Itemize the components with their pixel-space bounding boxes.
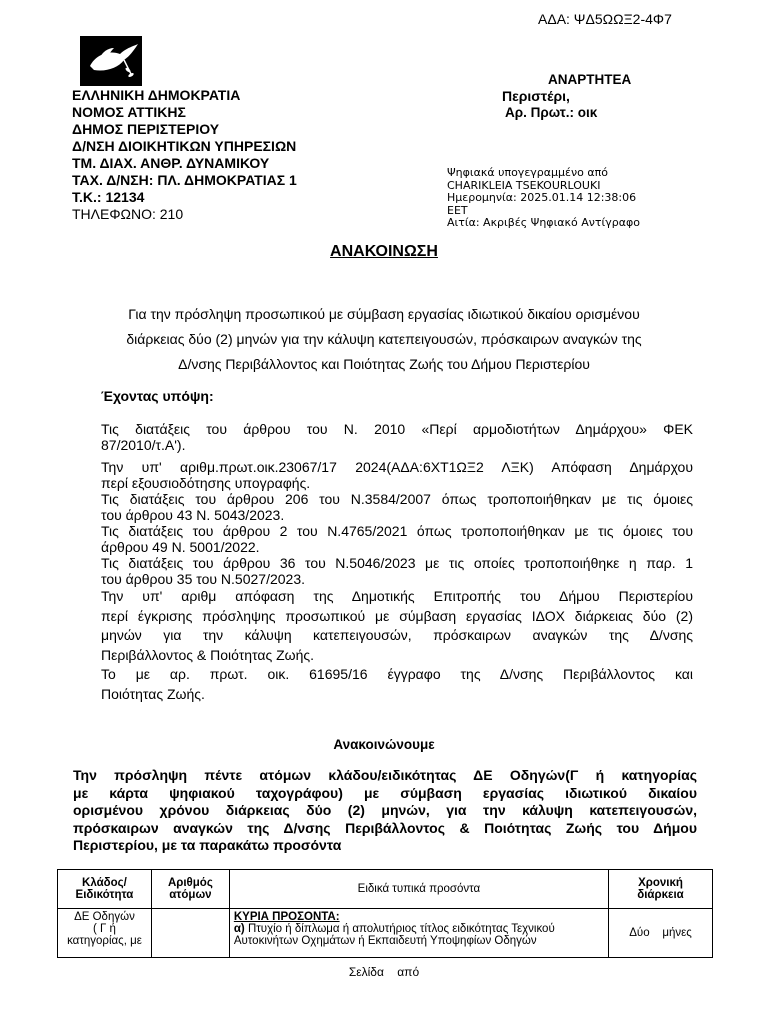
issuer-line: ΤΑΧ. Δ/ΝΣΗ: ΠΛ. ΔΗΜΟΚΡΑΤΙΑΣ 1 (72, 172, 297, 188)
consideration-item (101, 555, 693, 587)
consideration-line: Τις διατάξεις του άρθρου 2 του Ν.4765/2021 όπως τροποποιήθηκαν με τις όμοιες του (101, 523, 693, 539)
main-qualifications-heading: ΚΥΡΙΑ ΠΡΟΣΟΝΤΑ: (233, 911, 340, 923)
issuer-line: ΔΗΜΟΣ ΠΕΡΙΣΤΕΡΙΟΥ (72, 121, 220, 137)
announce-paragraph (73, 767, 697, 855)
ada-code: ΑΔΑ: ΨΔ5ΩΩΞ2-4Φ7 (538, 11, 672, 27)
dove-olive-branch-emblem-icon (80, 36, 142, 86)
document-title: ΑΝΑΚΟΙΝΩΣΗ (330, 243, 438, 260)
consideration-line: άρθρου 49 Ν. 5001/2022. (101, 539, 260, 555)
signature-line: Αιτία: Ακριβές Ψηφιακό Αντίγραφο (447, 216, 640, 229)
intro-paragraph (0, 302, 768, 377)
item-label: α) (233, 923, 245, 935)
consideration-item (101, 587, 693, 665)
announce-line: με κάρτα ψηφιακού ταχογράφου) με σύμβαση εργασίας ιδιωτικού δικαίου (73, 784, 697, 801)
page-footer: Σελίδα από (348, 965, 420, 979)
consideration-line: του άρθρου 35 του Ν.5027/2023. (101, 571, 305, 587)
consideration-line: Τις διατάξεις του άρθρου του Ν. 2010 «Περί αρμοδιοτήτων Δημάρχου» ΦΕΚ (101, 421, 693, 437)
consideration-item (101, 491, 693, 523)
consideration-item (101, 523, 693, 555)
consideration-line: Τις διατάξεις του άρθρου 206 του Ν.3584/2007 όπως τροποποιήθηκαν με τις όμοιες (101, 491, 693, 507)
consideration-item (101, 665, 693, 704)
consideration-line: 87/2010/τ.Α'). (101, 437, 186, 453)
cell-arithmos (151, 909, 229, 958)
intro-line: διάρκειας δύο (2) μηνών για την κάλυψη κατεπειγουσών, πρόσκαιρων αναγκών της (126, 331, 642, 347)
signature-line: Ημερομηνία: 2025.01.14 12:38:06 (447, 191, 637, 204)
cell-diarkeia: Δύο μήνες (609, 909, 713, 958)
consideration-line: Περιβάλλοντος & Ποιότητας Ζωής. (101, 646, 315, 663)
anartitea-label: ΑΝΑΡΤΗΤΕΑ (548, 72, 632, 87)
announce-line: Περιστερίου, με τα παρακάτω προσόντα (73, 837, 342, 853)
signature-line: Ψηφιακά υπογεγραμμένο από (447, 166, 608, 179)
column-header-arithmos: Αριθμός ατόμων (151, 870, 229, 909)
column-header-klados: Κλάδος/ Ειδικότητα (58, 870, 152, 909)
consideration-line: Ποιότητας Ζωής. (101, 685, 205, 702)
consideration-line: Τις διατάξεις του άρθρου 36 του Ν.5046/2023 με τις οποίες τροποποιήθηκε η παρ. 1 (101, 555, 693, 571)
announce-line: πρόσκαιρων αναγκών της Δ/νσης Περιβάλλοντος & Ποιότητας Ζωής του Δήμου (73, 819, 697, 836)
consideration-line: μηνών για την κάλυψη κατεπειγουσών, πρόσκαιρων αναγκών της Δ/νσης (101, 627, 693, 643)
qualification-item (234, 923, 604, 947)
announce-line: Την πρόσληψη πέντε ατόμων κλάδου/ειδικότητας ΔΕ Οδηγών(Γ ή κατηγορίας (73, 767, 697, 783)
consideration-line: περί εξουσιοδότησης υπογραφής. (101, 475, 311, 491)
issuer-line: ΤΜ. ΔΙΑΧ. ΑΝΘΡ. ΔΥΝΑΜΙΚΟΥ (72, 155, 270, 171)
considerations-list (101, 421, 693, 704)
announce-heading: Ανακοινώνουμε (333, 737, 435, 752)
consideration-line: Την υπ' αριθμ.πρωτ.οικ.23067/17 2024(ΑΔΑ:6ΧΤ1ΩΞ2 ΛΞΚ) Απόφαση Δημάρχου (101, 459, 693, 475)
intro-line: Δ/νσης Περιβάλλοντος και Ποιότητας Ζωής του Δήμου Περιστερίου (178, 356, 590, 372)
digital-signature-block (447, 167, 640, 230)
qualifications-table (57, 869, 713, 958)
issuer-line: Δ/ΝΣΗ ΔΙΟΙΚΗΤΙΚΩΝ ΥΠΗΡΕΣΙΩΝ (72, 138, 297, 154)
column-header-diarkeia: Χρονική διάρκεια (609, 870, 713, 909)
cell-klados: ΔΕ Οδηγών ( Γ ή κατηγορίας, με (58, 909, 152, 958)
having-heading: Έχοντας υπόψη: (101, 388, 214, 404)
item-text: Πτυχίο ή δίπλωμα ή απολυτήριος τίτλος ειδικότητας Τεχνικού Αυτοκινήτων Οχημάτων ή Εκπαιδευτή Υποψηφίων Οδηγών (233, 923, 555, 947)
protocol-number: Αρ. Πρωτ.: οικ (505, 105, 598, 120)
intro-line: Για την πρόσληψη προσωπικού με σύμβαση εργασίας ιδιωτικού δικαίου ορισμένου (128, 306, 640, 322)
column-header-prosonta: Ειδικά τυπικά προσόντα (229, 870, 608, 909)
consideration-line: Το με αρ. πρωτ. οικ. 61695/16 έγγραφο της Δ/νσης Περιβάλλοντος και (101, 666, 693, 682)
cell-prosonta (229, 909, 608, 958)
consideration-line: Την υπ' αριθμ απόφαση της Δημοτικής Επιτροπής του Δήμου Περιστερίου (101, 588, 693, 604)
table-row (58, 909, 713, 958)
consideration-item (101, 459, 693, 491)
table-header-row (58, 870, 713, 909)
issuer-block (72, 87, 297, 223)
issuer-line: Τ.Κ.: 12134 (72, 189, 145, 205)
issuer-phone: ΤΗΛΕΦΩΝΟ: 210 (72, 206, 184, 222)
signature-line: CHARIKLEIA TSEKOURLOUKI (447, 178, 601, 192)
consideration-line: περί έγκρισης πρόσληψης προσωπικού με σύμβαση εργασίας ΙΔΟΧ διάρκειας δύο (2) (101, 607, 693, 624)
consideration-line: του άρθρου 43 Ν. 5043/2023. (101, 507, 285, 523)
issuer-line: ΕΛΛΗΝΙΚΗ ΔΗΜΟΚΡΑΤΙΑ (72, 87, 241, 103)
announce-line: ορισμένου χρόνου διάρκειας δύο (2) μηνών, για την κάλυψη κατεπειγουσών, (73, 802, 697, 818)
issuer-line: ΝΟΜΟΣ ΑΤΤΙΚΗΣ (72, 104, 186, 120)
signature-line: EET (447, 203, 468, 217)
place-date: Περιστέρι, (502, 88, 570, 104)
consideration-item (101, 421, 693, 453)
